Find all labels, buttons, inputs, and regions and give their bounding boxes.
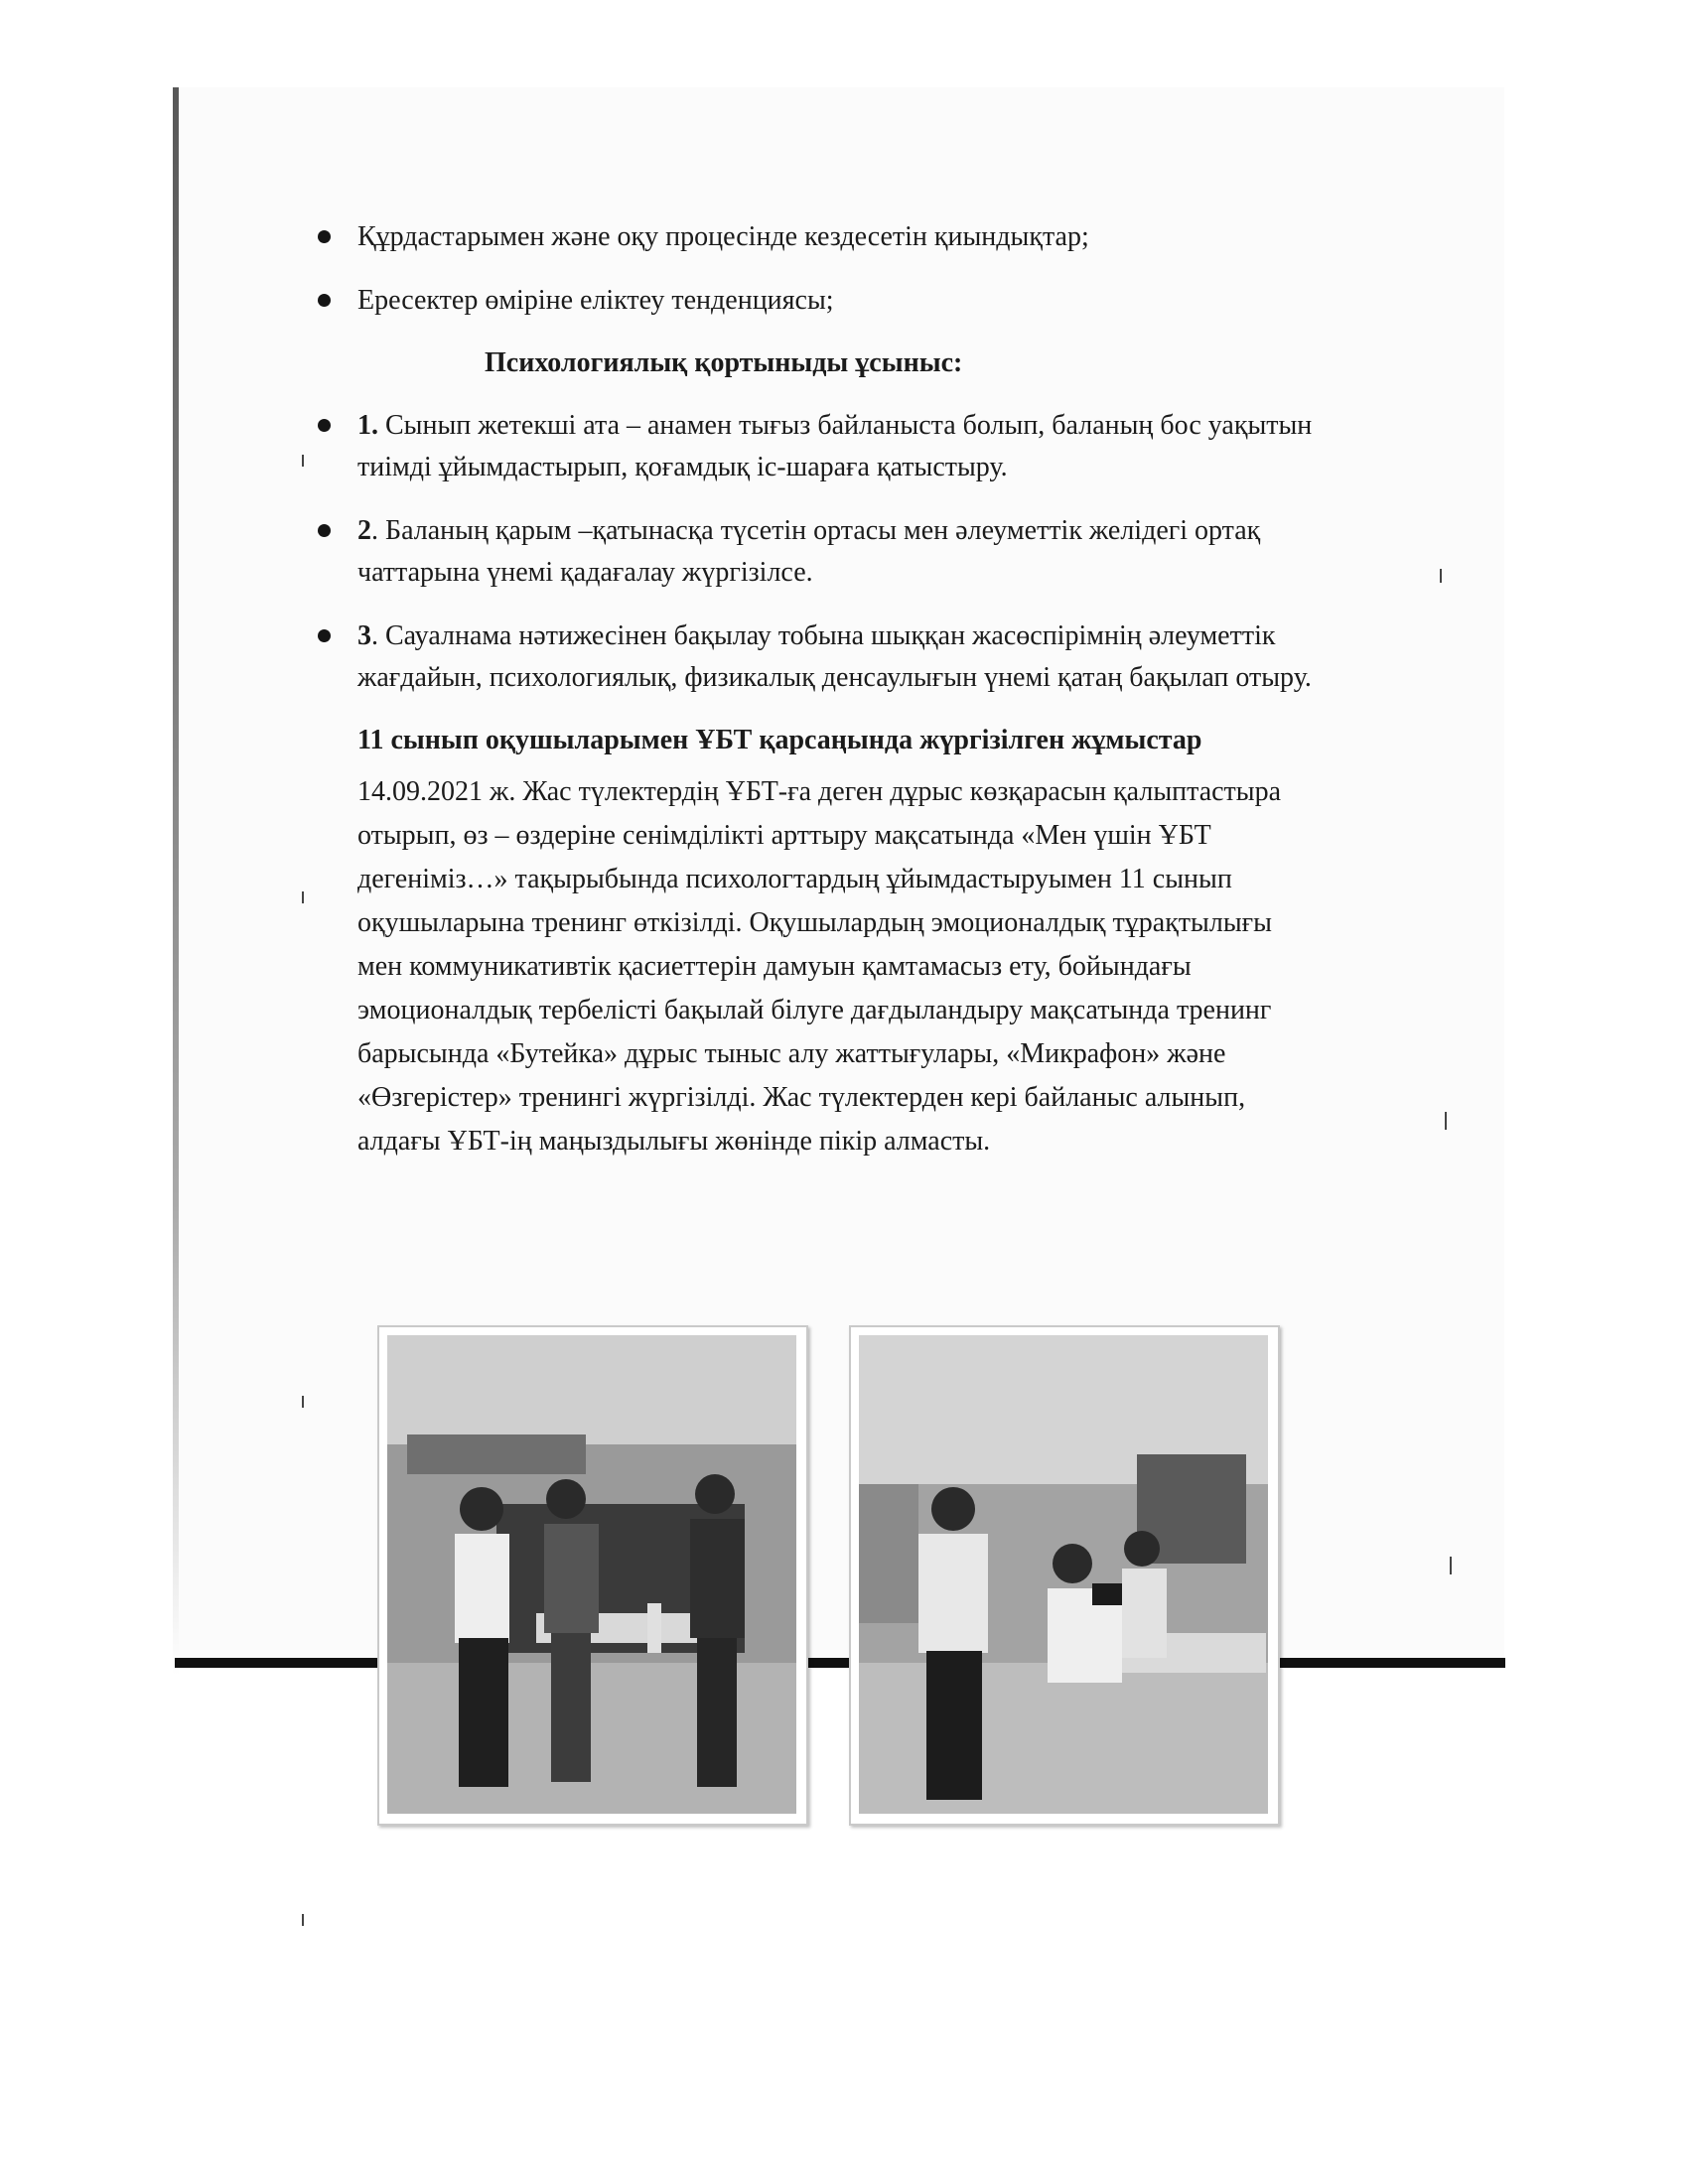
recommendation-list bbox=[318, 405, 1331, 699]
scan-mark bbox=[302, 455, 304, 467]
item-number: 1. bbox=[357, 410, 378, 441]
document-content bbox=[318, 216, 1331, 1163]
item-text: . Сауалнама нәтижесінен бақылау тобына шыққан жасөспірімнің әлеуметтік жағдайын, психологиялық, физикалық денсаулығын үнемі қатаң бақылап отыру. bbox=[357, 620, 1312, 693]
difficulties-list bbox=[318, 216, 1331, 322]
list-item bbox=[318, 510, 1331, 594]
bullet-icon bbox=[318, 294, 331, 307]
section-title: 11 сынып оқушыларымен ҰБТ қарсаңында жүргізілген жұмыстар bbox=[357, 725, 1202, 755]
item-text: Сынып жетекші ата – анамен тығыз байланыста болып, баланың бос уақытын тиімді ұйымдастырып, қоғамдық іс-шараға қатыстыру. bbox=[357, 410, 1313, 482]
recommendation-heading: Психологиялық қортыныды ұсыныс: bbox=[485, 347, 963, 378]
body-paragraph: 14.09.2021 ж. Жас түлектердің ҰБТ-ға деген дұрыс көзқарасын қалыптастыра отырып, өз – өздеріне сенімділікті арттыру мақсатында «Мен үшін ҰБТ дегеніміз…» тақырыбында психологтардың ұйымдастыруымен 11 сынып оқушыларына тренинг өткізілді. Оқушылардың эмоционалдық тұрақтылығы мен коммуникативтік қасиеттерін дамуын қамтамасыз ету, бойындағы эмоционалдық тербелісті бақылай білуге дағдыландыру мақсатында тренинг барысында «Бутейка» дұрыс тыныс алу жаттығулары, «Микрафон» және «Өзгерістер» тренингі жүргізілді. Жас түлектерден кері байланыс алынып, алдағы ҰБТ-ің маңыздылығы жөнінде пікір алмасты. bbox=[357, 776, 1282, 1157]
scan-mark bbox=[302, 1396, 304, 1408]
item-number: 2 bbox=[357, 515, 371, 546]
bullet-icon bbox=[318, 230, 331, 243]
bullet-icon bbox=[318, 419, 331, 432]
scan-mark bbox=[302, 1914, 304, 1926]
photo-row bbox=[377, 1325, 1291, 1832]
list-item bbox=[318, 615, 1331, 699]
bullet-icon bbox=[318, 629, 331, 642]
list-item: Құрдастарымен және оқу процесінде кездесетін қиындықтар; bbox=[318, 216, 1331, 258]
classroom-photo-1 bbox=[377, 1325, 808, 1826]
scan-mark bbox=[1450, 1557, 1452, 1574]
classroom-photo-2 bbox=[849, 1325, 1280, 1826]
list-item bbox=[318, 405, 1331, 488]
classroom-photo-2-image bbox=[859, 1335, 1268, 1814]
list-item: Ересектер өміріне еліктеу тенденциясы; bbox=[318, 280, 1331, 322]
classroom-photo-1-image bbox=[387, 1335, 796, 1814]
scan-mark bbox=[1445, 1112, 1447, 1130]
item-number: 3 bbox=[357, 620, 371, 651]
item-text: . Баланың қарым –қатынасқа түсетін ортасы мен әлеуметтік желідегі ортақ чаттарына үнемі қадағалау жүргізілсе. bbox=[357, 515, 1261, 588]
scan-mark bbox=[1440, 569, 1442, 583]
bullet-icon bbox=[318, 524, 331, 537]
scan-mark bbox=[302, 891, 304, 903]
